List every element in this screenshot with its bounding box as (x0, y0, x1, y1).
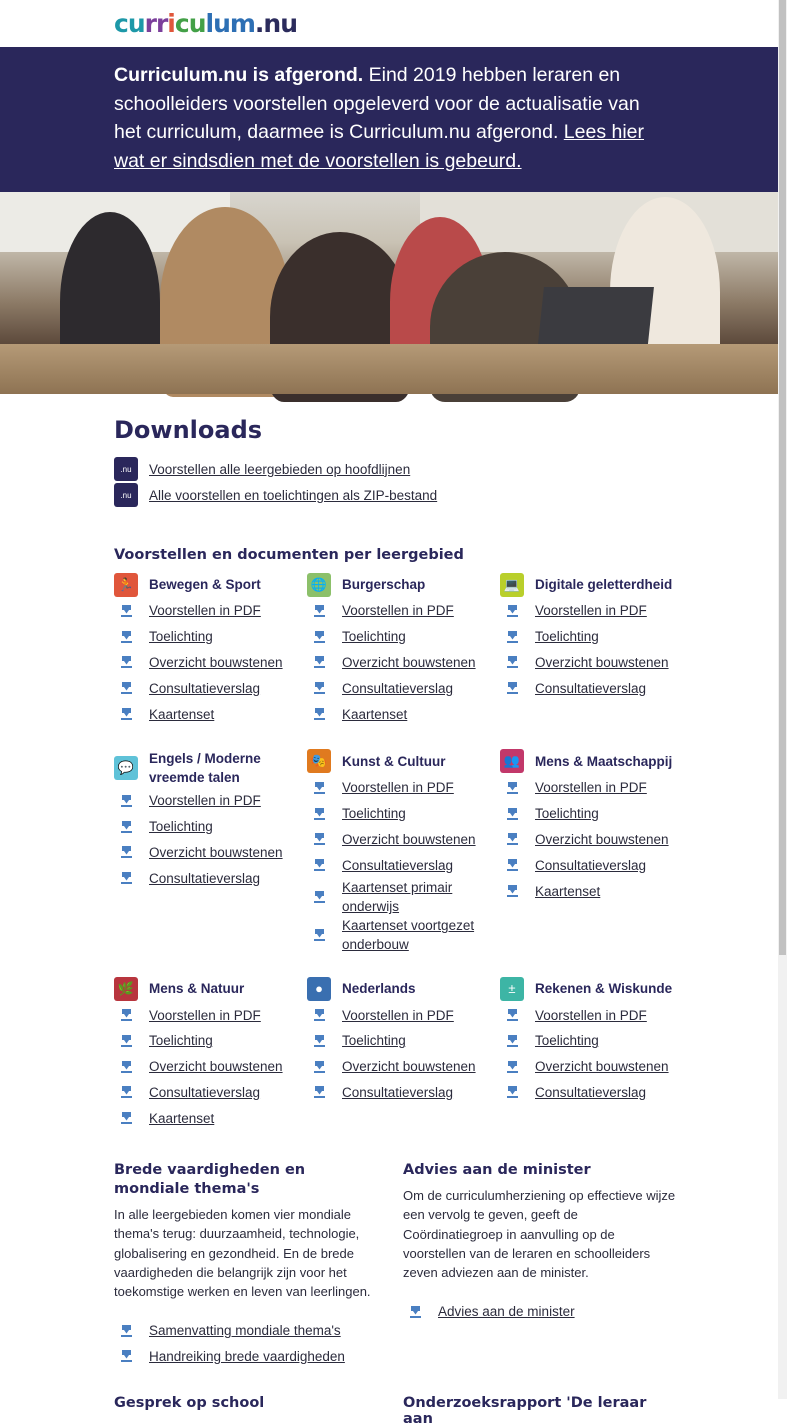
doc-link[interactable]: Kaartenset (535, 883, 601, 899)
banner-body: Eind 2019 hebben leraren en schoolleiders voorstellen opgeleverd voor de actualisatie van het curriculum, daarmee is Curriculum.nu afgerond. (114, 64, 640, 143)
doc-link[interactable]: Voorstellen in PDF (342, 780, 454, 796)
download-item (114, 482, 778, 508)
doc-link[interactable]: Toelichting (342, 629, 406, 645)
doc-link[interactable]: Voorstellen in PDF (149, 603, 261, 619)
doc-link-row (500, 878, 693, 904)
doc-link[interactable]: Overzicht bouwstenen (342, 1059, 476, 1075)
download-arrow-icon (307, 1061, 331, 1073)
advies-link[interactable]: Advies aan de minister (438, 1304, 575, 1320)
doc-link[interactable]: Kaartenset (342, 706, 408, 722)
area-name: Burgerschap (342, 577, 426, 592)
logo-part: cu (174, 9, 206, 38)
doc-link-row (114, 701, 307, 727)
doc-link-row (114, 1343, 373, 1369)
download-arrow-icon (307, 1009, 331, 1021)
doc-link-row (114, 1054, 307, 1080)
speech-icon: 💬 (114, 756, 138, 780)
doc-link[interactable]: Toelichting (342, 1033, 406, 1049)
download-arrow-icon (114, 1350, 138, 1362)
doc-link-row (500, 1028, 693, 1054)
doc-link[interactable]: Toelichting (535, 806, 599, 822)
download-arrow-icon (500, 808, 524, 820)
doc-link[interactable]: Overzicht bouwstenen (342, 831, 476, 847)
doc-link-row (114, 1105, 307, 1131)
download-arrow-icon (500, 859, 524, 871)
doc-link[interactable]: Overzicht bouwstenen (342, 654, 476, 670)
doc-link[interactable]: Toelichting (535, 629, 599, 645)
area-header (500, 976, 693, 1001)
area-header (307, 749, 500, 774)
doc-link[interactable]: Voorstellen in PDF (342, 603, 454, 619)
doc-link[interactable]: Consultatieverslag (535, 680, 647, 696)
doc-link-row (114, 1028, 307, 1054)
area-block (500, 749, 693, 954)
download-arrow-icon (114, 1035, 138, 1047)
top-bar (0, 0, 787, 47)
download-arrow-icon (500, 605, 524, 617)
doc-link-row (114, 650, 307, 676)
download-arrow-icon (307, 682, 331, 694)
download-arrow-icon (307, 833, 331, 845)
doc-link[interactable]: Toelichting (149, 819, 213, 835)
hero-desk (0, 344, 778, 394)
doc-link-row (307, 1002, 500, 1028)
download-arrow-icon (307, 782, 331, 794)
download-arrow-icon (500, 1009, 524, 1021)
download-arrow-icon (307, 708, 331, 720)
area-block (307, 976, 500, 1131)
area-block (500, 572, 693, 727)
brede-link[interactable]: Samenvatting mondiale thema's (149, 1323, 341, 1339)
downloads-list (114, 456, 778, 508)
brede-text: In alle leergebieden komen vier mondiale thema's terug: duurzaamheid, technologie, globalisering en gezondheid. En de brede vaardigheden die belangrijk zijn voor het toekomstige werken en leven van leerlingen. (114, 1207, 371, 1300)
download-arrow-icon (114, 631, 138, 643)
download-arrow-icon (307, 929, 331, 941)
doc-link[interactable]: Voorstellen in PDF (535, 603, 647, 619)
doc-link-row (114, 788, 307, 814)
area-block (500, 976, 693, 1131)
doc-link-row (307, 878, 500, 916)
doc-link-row (500, 1080, 693, 1106)
area-header (114, 976, 307, 1001)
area-name: Nederlands (342, 981, 416, 997)
area-block (307, 572, 500, 727)
calculator-icon: ± (500, 977, 524, 1001)
doc-link-row (307, 598, 500, 624)
areas-grid (114, 572, 778, 1153)
doc-link-row (114, 1318, 373, 1344)
doc-link[interactable]: Voorstellen in PDF (535, 1007, 647, 1023)
doc-link-row (500, 1054, 693, 1080)
page-scrollbar[interactable] (778, 0, 787, 1399)
site-logo[interactable] (114, 9, 297, 38)
logo-part: i (167, 9, 175, 38)
area-block (114, 749, 307, 954)
doc-link-row (114, 598, 307, 624)
area-name: Mens & Maatschappij (535, 753, 673, 769)
logo-part: lum (205, 9, 255, 38)
download-arrow-icon (114, 1086, 138, 1098)
doc-link[interactable]: Overzicht bouwstenen (149, 844, 283, 860)
doc-link-row (500, 1002, 693, 1028)
download-arrow-icon (500, 631, 524, 643)
globe-icon: 🌐 (307, 573, 331, 597)
doc-link[interactable]: Consultatieverslag (342, 680, 454, 696)
doc-link-row (307, 827, 500, 853)
info-columns (114, 1161, 778, 1369)
announcement-banner (0, 47, 787, 192)
doc-link[interactable]: Toelichting (342, 806, 406, 822)
download-arrow-icon (114, 1009, 138, 1021)
banner-bold: Curriculum.nu is afgerond. (114, 64, 364, 86)
download-arrow-icon (307, 1035, 331, 1047)
doc-link-row (403, 1299, 679, 1325)
area-block (114, 976, 307, 1131)
doc-link-row (307, 624, 500, 650)
download-arrow-icon (307, 1086, 331, 1098)
doc-link[interactable]: Toelichting (535, 1033, 599, 1049)
logo-part: rr (144, 9, 168, 38)
doc-link-row (307, 675, 500, 701)
download-arrow-icon (114, 1325, 138, 1337)
areas-title: Voorstellen en documenten per leergebied (114, 547, 464, 563)
doc-link-row (307, 1080, 500, 1106)
download-arrow-icon (114, 821, 138, 833)
download-link[interactable]: Voorstellen alle leergebieden op hoofdlijnen (149, 461, 411, 477)
nu-icon: .nu (114, 483, 138, 507)
doc-link[interactable]: Kaartenset (149, 706, 215, 722)
doc-link-row (307, 650, 500, 676)
download-arrow-icon (114, 1112, 138, 1124)
doc-link-row (114, 675, 307, 701)
doc-link-row (500, 650, 693, 676)
doc-link[interactable]: Kaartenset (149, 1110, 215, 1126)
area-name: Bewegen & Sport (149, 577, 261, 592)
doc-link-row (307, 801, 500, 827)
doc-link-row (307, 852, 500, 878)
download-arrow-icon (307, 631, 331, 643)
doc-link-row (114, 814, 307, 840)
download-arrow-icon (500, 1035, 524, 1047)
advies-title: Advies aan de minister (403, 1162, 591, 1179)
download-arrow-icon (500, 682, 524, 694)
doc-link[interactable]: Consultatieverslag (342, 1084, 454, 1100)
main-content (0, 416, 778, 1427)
gesprek-title: Gesprek op school (114, 1395, 265, 1412)
doc-link-row (500, 827, 693, 853)
brede-column (114, 1161, 403, 1369)
download-arrow-icon (307, 605, 331, 617)
onderzoek-title: Onderzoeksrapport 'De leraar aan (403, 1395, 647, 1427)
doc-link[interactable]: Toelichting (149, 629, 213, 645)
download-arrow-icon (403, 1306, 427, 1318)
doc-link-row (500, 775, 693, 801)
download-link[interactable]: Alle voorstellen en toelichtingen als ZIP-bestand (149, 487, 438, 503)
flag-icon: ● (307, 977, 331, 1001)
doc-link[interactable]: Overzicht bouwstenen (535, 831, 669, 847)
doc-link-row (307, 916, 500, 954)
doc-link[interactable]: Consultatieverslag (342, 857, 454, 873)
doc-link-row (114, 1002, 307, 1028)
doc-link[interactable]: Consultatieverslag (149, 870, 261, 886)
laptop-icon: 💻 (500, 573, 524, 597)
download-arrow-icon (114, 872, 138, 884)
doc-link-row (114, 840, 307, 866)
doc-link-row (307, 701, 500, 727)
download-arrow-icon (114, 605, 138, 617)
download-arrow-icon (500, 1086, 524, 1098)
banner-text (114, 61, 667, 175)
download-arrow-icon (114, 846, 138, 858)
area-header (114, 749, 307, 787)
download-arrow-icon (500, 656, 524, 668)
doc-link-row (500, 675, 693, 701)
download-arrow-icon (307, 859, 331, 871)
area-header (114, 572, 307, 597)
doc-link-row (307, 775, 500, 801)
scrollbar-thumb[interactable] (779, 0, 786, 955)
doc-link[interactable]: Overzicht bouwstenen (149, 654, 283, 670)
area-name: Engels / Moderne vreemde talen (149, 750, 261, 785)
art-icon: 🎭 (307, 749, 331, 773)
logo-part: cu (114, 9, 145, 38)
area-name: Rekenen & Wiskunde (535, 981, 673, 997)
advies-column (403, 1161, 679, 1369)
download-arrow-icon (307, 891, 331, 903)
nu-icon: .nu (114, 457, 138, 481)
runner-icon: 🏃 (114, 573, 138, 597)
download-arrow-icon (114, 682, 138, 694)
people-icon: 👥 (500, 749, 524, 773)
doc-link[interactable]: Consultatieverslag (149, 1084, 261, 1100)
area-header (307, 976, 500, 1001)
area-header (307, 572, 500, 597)
bottom-headings (114, 1395, 778, 1427)
doc-link-row (114, 865, 307, 891)
download-arrow-icon (114, 795, 138, 807)
download-arrow-icon (307, 808, 331, 820)
download-arrow-icon (114, 1061, 138, 1073)
doc-link-row (500, 852, 693, 878)
hero-image (0, 192, 778, 394)
area-header (500, 749, 693, 774)
download-arrow-icon (114, 708, 138, 720)
doc-link-row (114, 1080, 307, 1106)
doc-link[interactable]: Toelichting (149, 1033, 213, 1049)
advies-links (403, 1299, 679, 1325)
download-arrow-icon (307, 656, 331, 668)
doc-link[interactable]: Consultatieverslag (149, 680, 261, 696)
doc-link[interactable]: Voorstellen in PDF (342, 1007, 454, 1023)
brede-title: Brede vaardigheden en mondiale thema's (114, 1162, 306, 1198)
doc-link[interactable]: Overzicht bouwstenen (149, 1059, 283, 1075)
nature-icon: 🌿 (114, 977, 138, 1001)
area-block (307, 749, 500, 954)
doc-link-row (114, 624, 307, 650)
doc-link[interactable]: Kaartenset voortgezet onderbouw (342, 918, 475, 953)
area-name: Mens & Natuur (149, 981, 245, 997)
doc-link[interactable]: Kaartenset primair onderwijs (342, 880, 453, 915)
download-arrow-icon (114, 656, 138, 668)
brede-links (114, 1318, 373, 1370)
doc-link[interactable]: Voorstellen in PDF (149, 793, 261, 809)
doc-link[interactable]: Overzicht bouwstenen (535, 654, 669, 670)
doc-link[interactable]: Consultatieverslag (535, 1084, 647, 1100)
download-arrow-icon (500, 885, 524, 897)
download-arrow-icon (500, 833, 524, 845)
download-arrow-icon (500, 782, 524, 794)
area-name: Digitale geletterdheid (535, 577, 673, 592)
doc-link-row (307, 1054, 500, 1080)
logo-part: .nu (254, 9, 298, 38)
doc-link-row (500, 624, 693, 650)
doc-link-row (307, 1028, 500, 1054)
doc-link-row (500, 801, 693, 827)
download-arrow-icon (500, 1061, 524, 1073)
download-item (114, 456, 778, 482)
banner-link[interactable]: Lees hier wat er sindsdien met de voorstellen is gebeurd. (114, 121, 644, 172)
doc-link[interactable]: Overzicht bouwstenen (535, 1059, 669, 1075)
area-header (500, 572, 693, 597)
doc-link[interactable]: Voorstellen in PDF (535, 780, 647, 796)
area-block (114, 572, 307, 727)
doc-link-row (500, 598, 693, 624)
downloads-title: Downloads (114, 416, 263, 444)
doc-link[interactable]: Consultatieverslag (535, 857, 647, 873)
brede-link[interactable]: Handreiking brede vaardigheden (149, 1348, 345, 1364)
advies-text: Om de curriculumherziening op effectieve wijze een vervolg te geven, geeft de Coördinatiegroep in aanvulling op de voorstellen van de leraren en schoolleiders zeven adviezen aan de minister. (403, 1188, 676, 1281)
area-name: Kunst & Cultuur (342, 753, 446, 769)
doc-link[interactable]: Voorstellen in PDF (149, 1007, 261, 1023)
